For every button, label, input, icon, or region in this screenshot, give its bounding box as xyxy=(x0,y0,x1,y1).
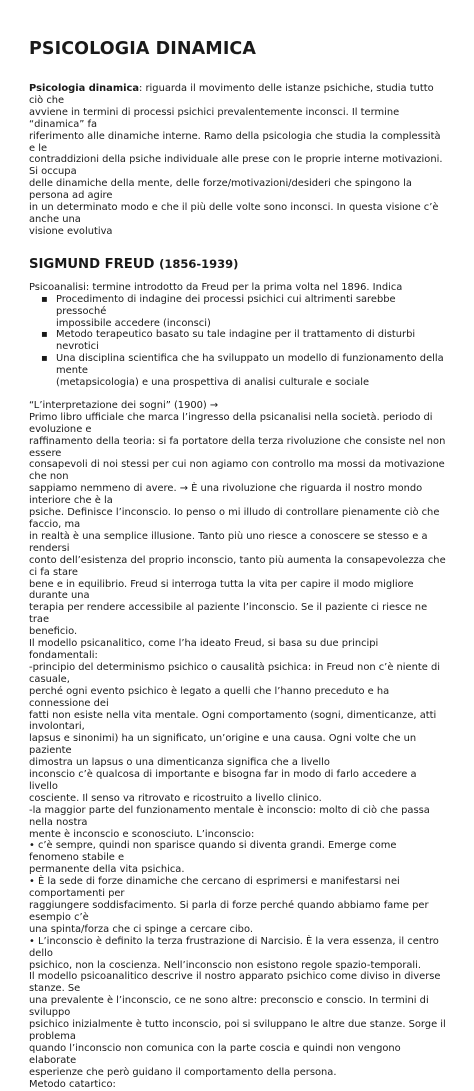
body-line: una prevalente è l’inconscio, ce ne sono altre: preconscio e conscio. In termini di sviluppo xyxy=(29,995,429,1019)
body-line: raffinamento della teoria: si fa portatore della terza rivoluzione che consiste nel non essere xyxy=(29,435,446,459)
body-line: psiche. Definisce l’inconscio. Io penso o mi illudo di controllare pienamente ciò che faccio, ma xyxy=(29,507,440,530)
bullet-icon: ▪ xyxy=(41,329,48,341)
body-line: inconscio c’è qualcosa di importante e bisogna far in modo di farlo accedere a livello xyxy=(29,769,417,792)
body-line: “L’interpretazione dei sogni” (1900) → xyxy=(29,399,219,411)
body-line: psichico, non la coscienza. Nell’inconscio non esistono regole spazio-temporali. xyxy=(29,959,422,971)
intro-line: in un determinato modo e che il più delle volte sono inconsci. In questa visione c’è anche una xyxy=(29,202,439,225)
body-line: Primo libro ufficiale che marca l’ingresso della psicanalisi nella società. periodo di evoluzione e xyxy=(29,411,433,435)
list-item: ▪ Una disciplina scientifica che ha sviluppato un modello di funzionamento della mente (metapsicologia) e una prospettiva di analisi culturale e sociale xyxy=(41,353,444,389)
intro-paragraph xyxy=(29,83,447,238)
body-line: consapevoli di noi stessi per cui non agiamo con controllo ma mossi da motivazione che non xyxy=(29,459,445,483)
body-line: terapia per rendere accessibile al paziente l’inconscio. Se il paziente ci riesce ne trae xyxy=(29,602,428,626)
body-line: mente è inconscio e sconosciuto. L’inconscio: xyxy=(29,828,255,840)
body-line: beneficio. xyxy=(29,626,78,638)
body-line: -principio del determinismo psichico o causalità psichica: in Freud non c’è niente di casuale, xyxy=(29,661,440,685)
section-years: (1856-1939) xyxy=(159,256,239,271)
page-title: PSICOLOGIA DINAMICA xyxy=(29,39,257,59)
intro-line: avviene in termini di processi psichici prevalentemente inconsci. Il termine “dinamica” fa xyxy=(29,106,400,130)
body-line: esperienze che però guidano il comportamento della persona. xyxy=(29,1066,337,1078)
intro-line: visione evolutiva xyxy=(29,225,113,237)
intro-line-1: Psicologia dinamica: riguarda il movimento delle istanze psichiche, studia tutto ciò che xyxy=(29,83,434,106)
body-line: fatti non esiste nella vita mentale. Ogni comportamento (sogni, dimenticanze, atti involontari, xyxy=(29,709,437,733)
body-line: • L’inconscio è definito la terza frustrazione di Narcisio. È la vera essenza, il centro dello xyxy=(29,935,439,959)
section-heading: SIGMUND FREUD (1856-1939) xyxy=(29,256,239,272)
body-line: psichico inizialmente è tutto inconscio, poi si sviluppano le altre due stanze. Sorge il problema xyxy=(29,1019,446,1042)
intro-line: delle dinamiche della mente, delle forze/motivazioni/desideri che spingono la persona ad agire xyxy=(29,178,412,202)
body-line: -la maggior parte del funzionamento mentale è inconscio: molto di ciò che passa nella nostra xyxy=(29,804,430,828)
body-line: • c’è sempre, quindi non sparisce quando si diventa grandi. Emerge come fenomeno stabile e xyxy=(29,840,397,864)
list-item: ▪ Procedimento di indagine dei processi psichici cui altrimenti sarebbe pressoché impossibile accedere (inconsci) xyxy=(41,293,396,329)
body-line: in realtà è una semplice illusione. Tanto più uno riesce a conoscere se stesso e a rendersi xyxy=(29,530,428,554)
body-line: conto dell’esistenza del proprio inconscio, tanto più aumenta la consapevolezza che ci fa stare xyxy=(29,554,446,578)
body-line: sappiamo nemmeno di avere. → È una rivoluzione che riguarda il nostro mondo interiore che è la xyxy=(29,483,423,507)
body-line: perché ogni evento psichico è legato a quelli che l’hanno preceduto e ha connessione dei xyxy=(29,685,390,709)
body-line: permanente della vita psichica. xyxy=(29,864,185,876)
body-line: Il modello psicanalitico, come l’ha ideato Freud, si basa su due principi fondamentali: xyxy=(29,638,379,661)
bullet-icon: ▪ xyxy=(41,353,48,365)
body-line: Il modello psicoanalitico descrive il nostro apparato psichico come diviso in diverse stanze. Se xyxy=(29,971,441,995)
body-text xyxy=(29,400,447,1091)
intro-term: Psicologia dinamica xyxy=(29,83,140,94)
body-line: dimostra un lapsus o una dimenticanza significa che a livello xyxy=(29,757,330,769)
body-line: Metodo catartico: xyxy=(29,1078,116,1090)
body-line: quando l’inconscio non comunica con la parte coscia e quindi non vengono elaborate xyxy=(29,1042,401,1066)
intro-line: riferimento alle dinamiche interne. Ramo della psicologia che studia la complessità e le xyxy=(29,130,441,154)
list-item: ▪ Metodo terapeutico basato su tale indagine per il trattamento di disturbi nevrotici xyxy=(41,329,416,353)
body-line: • È la sede di forze dinamiche che cercano di esprimersi e manifestarsi nei comportamenti per xyxy=(29,876,400,900)
body-line: lapsus e sinonimi) ha un significato, un’origine e una causa. Ogni volte che un paziente xyxy=(29,733,417,757)
body-line: bene e in equilibrio. Freud si interroga tutta la vita per capire il modo migliore durante una xyxy=(29,578,414,602)
intro-line: contraddizioni della psiche individuale alle prese con le proprie interne motivazioni. Si occupa xyxy=(29,154,443,178)
bullet-list xyxy=(29,294,447,389)
body-line: cosciente. Il senso va ritrovato e ricostruito a livello clinico. xyxy=(29,792,322,804)
psicoanalisi-line: Psicoanalisi: termine introdotto da Freud per la prima volta nel 1896. Indica xyxy=(29,281,403,293)
body-line: una spinta/forza che ci spinge a cercare cibo. xyxy=(29,923,253,935)
bullet-icon: ▪ xyxy=(41,293,48,305)
body-line: raggiungere soddisfacimento. Si parla di forze perché quando abbiamo fame per esempio c’è xyxy=(29,900,429,923)
